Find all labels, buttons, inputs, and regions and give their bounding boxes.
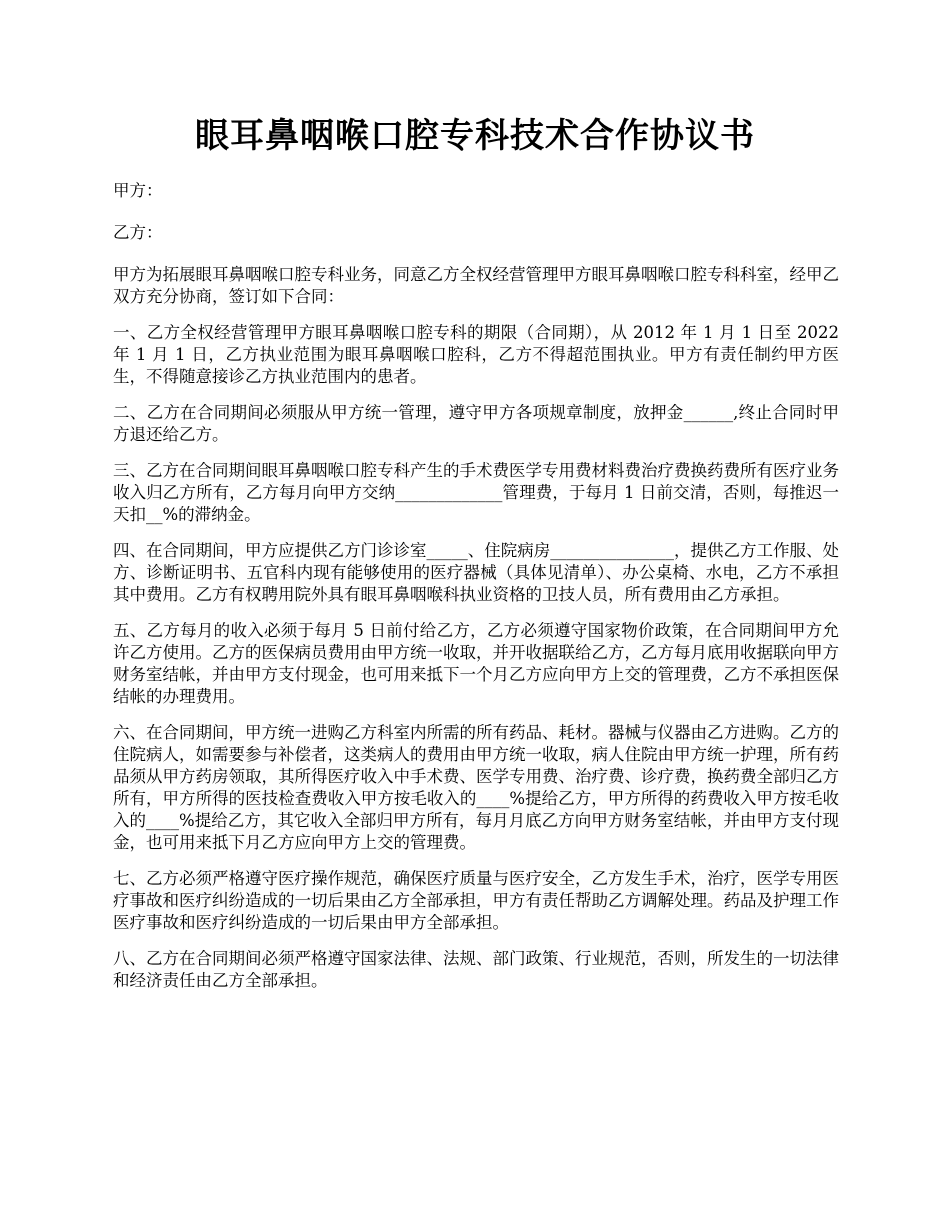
clause-6: 六、在合同期间，甲方统一进购乙方科室内所需的所有药品、耗材。器械与仪器由乙方进购。乙方的住院病人，如需要参与补偿者，这类病人的费用由甲方统一收取，病人住院由甲方统一护理，所有药品须从甲方药房领取，其所得医疗收入中手术费、医学专用费、治疗费、诊疗费，换药费全部归乙方所有，甲方所得的医技检查费收入甲方按毛收入的____%提给乙方，甲方所得的药费收入甲方按毛收入的____%提给乙方，其它收入全部归甲方所有，每月月底乙方向甲方财务室结帐，并由甲方支付现金，也可用来抵下月乙方应向甲方上交的管理费。 (113, 723, 839, 852)
clause-7: 七、乙方必须严格遵守医疗操作规范，确保医疗质量与医疗安全，乙方发生手术，治疗，医学专用医疗事故和医疗纠纷造成的一切后果由乙方全部承担，甲方有责任帮助乙方调解处理。药品及护理工作医疗事故和医疗纠纷造成的一切后果由甲方全部承担。 (113, 869, 839, 932)
party-b-line: 乙方： (113, 223, 163, 242)
clause-4: 四、在合同期间，甲方应提供乙方门诊诊室_____、住院病房_______________，提供乙方工作服、处方、诊断证明书、五官科内现有能够使用的医疗器械（具体见清单）、办公桌椅、水电，乙方不承担其中费用。乙方有权聘用院外具有眼耳鼻咽喉科执业资格的卫技人员，所有费用由乙方承担。 (113, 541, 839, 604)
party-a-line: 甲方： (113, 181, 163, 200)
intro-paragraph: 甲方为拓展眼耳鼻咽喉口腔专科业务，同意乙方全权经营管理甲方眼耳鼻咽喉口腔专科科室，经甲乙双方充分协商，签订如下合同： (113, 265, 839, 306)
clause-5: 五、乙方每月的收入必须于每月 5 日前付给乙方，乙方必须遵守国家物价政策，在合同期间甲方允许乙方使用。乙方的医保病员费用由甲方统一收取，并开收据联给乙方，乙方每月底用收据联向甲方财务室结帐，并由甲方支付现金，也可用来抵下一个月乙方应向甲方上交的管理费，乙方不承担医保结帐的办理费用。 (113, 621, 839, 706)
clause-2: 二、乙方在合同期间必须服从甲方统一管理，遵守甲方各项规章制度，放押金______,终止合同时甲方退还给乙方。 (113, 403, 839, 444)
document-title: 眼耳鼻咽喉口腔专科技术合作协议书 (195, 116, 755, 156)
clause-1: 一、乙方全权经营管理甲方眼耳鼻咽喉口腔专科的期限（合同期），从 2012 年 1 月 1 日至 2022 年 1 月 1 日，乙方执业范围为眼耳鼻咽喉口腔科，乙方不得超范围执业。甲方有责任制约甲方医生，不得随意接诊乙方执业范围内的患者。 (113, 323, 839, 386)
clause-8: 八、乙方在合同期间必须严格遵守国家法律、法规、部门政策、行业规范，否则，所发生的一切法律和经济责任由乙方全部承担。 (113, 949, 839, 990)
clause-3: 三、乙方在合同期间眼耳鼻咽喉口腔专科产生的手术费医学专用费材料费治疗费换药费所有医疗业务收入归乙方所有，乙方每月向甲方交纳_____________管理费，于每月 1 日前交清，否则，每推迟一天扣__%的滞纳金。 (113, 461, 839, 524)
document-body (113, 180, 839, 1006)
